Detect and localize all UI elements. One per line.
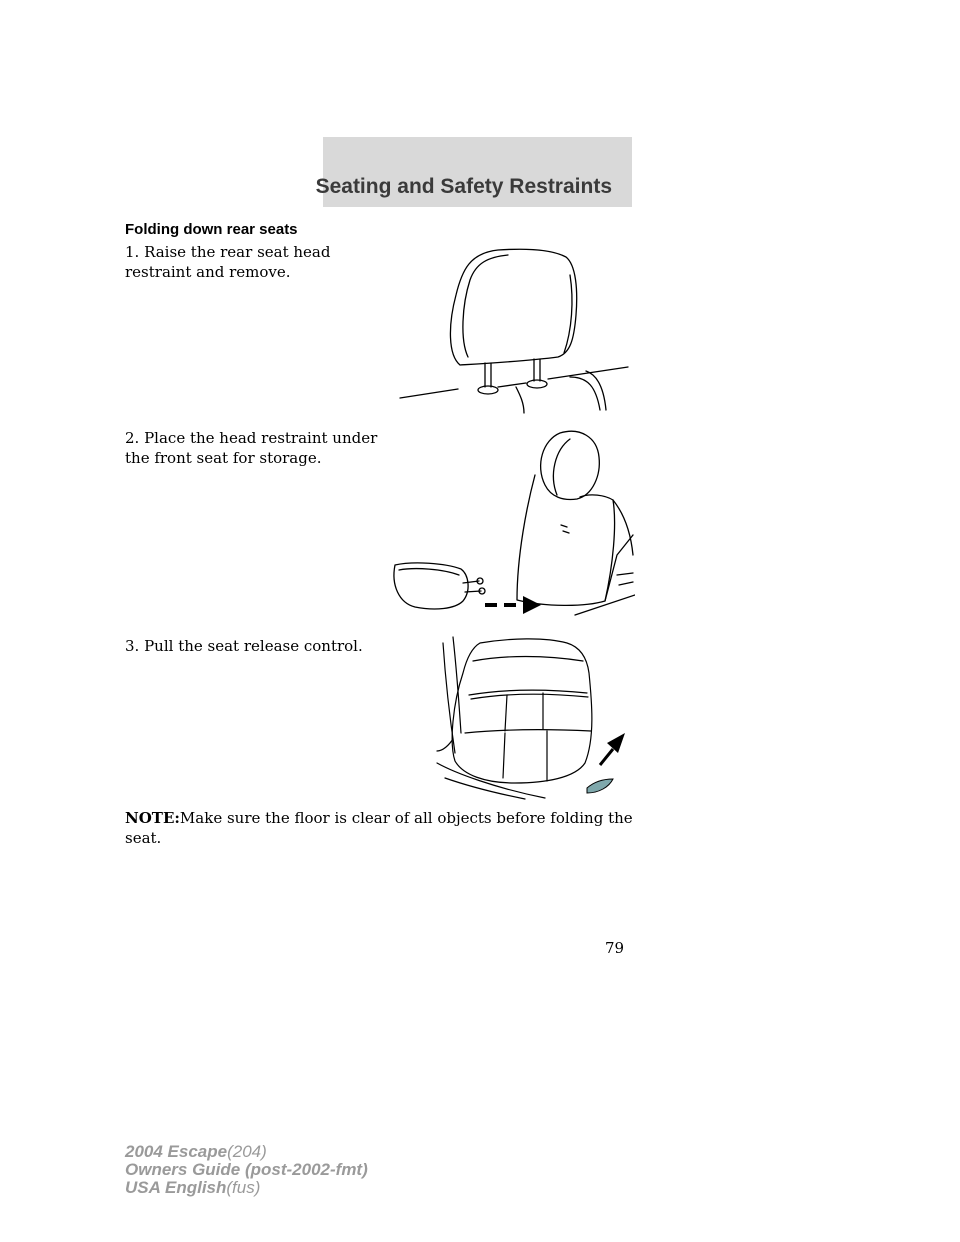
step-3-text: 3. Pull the seat release control. (125, 637, 363, 655)
page-number: 79 (605, 939, 625, 957)
release-strap (587, 779, 613, 793)
head-restraint-removal-figure (398, 245, 633, 415)
page-heading: Folding down rear seats (125, 221, 298, 238)
footer-language: USA English (125, 1178, 227, 1197)
section-header-band (315, 137, 632, 207)
note-label: NOTE: (125, 809, 180, 827)
step-2-text: 2. Place the head restraint under the front seat for storage. (125, 429, 378, 467)
footer-guide: Owners Guide (post-2002-fmt) (125, 1160, 368, 1179)
head-restraint-storage-figure (385, 425, 635, 625)
step-1-text: 1. Raise the rear seat head restraint and remove. (125, 243, 331, 281)
note-paragraph (125, 808, 645, 848)
seat-release-control-figure (435, 633, 630, 801)
note-text: Make sure the floor is clear of all objects before folding the seat. (125, 809, 633, 847)
footer-model-code: (204) (227, 1142, 267, 1161)
section-title: Seating and Safety Restraints (315, 175, 612, 198)
footer-language-code: (fus) (226, 1178, 261, 1197)
document-footer (125, 1143, 368, 1197)
footer-model: 2004 Escape (125, 1142, 228, 1161)
